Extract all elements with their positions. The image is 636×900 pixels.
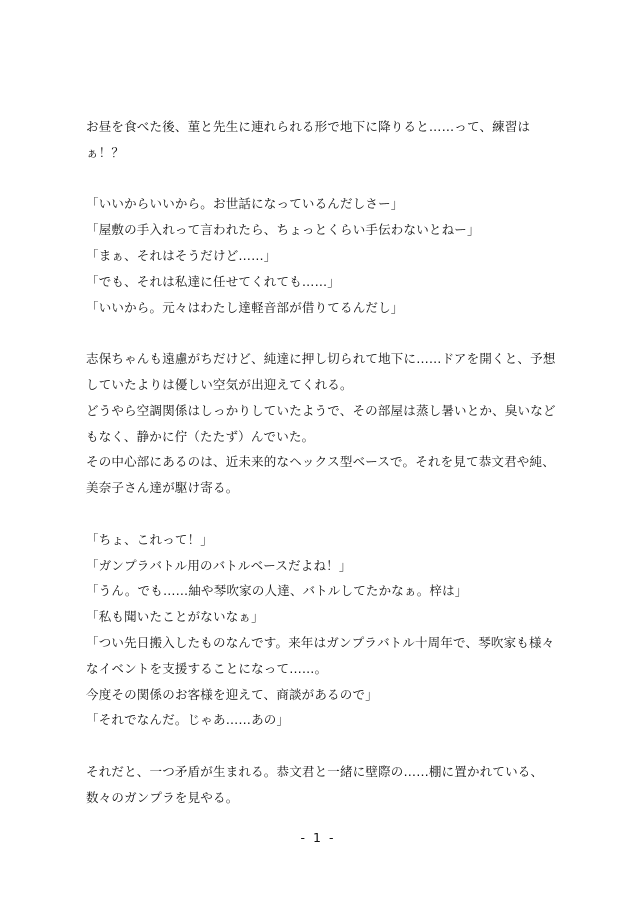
paragraph: どうやら空調関係はしっかりしていたようで、その部屋は蒸し暑いとか、臭いなどもなく、静かに佇（たたず）んでいた。 <box>86 402 556 444</box>
paragraph-gap <box>86 166 556 192</box>
paragraph-gap <box>86 733 556 759</box>
paragraph: 「ちょ、これって！」 <box>86 531 214 547</box>
paragraph-gap <box>86 320 556 346</box>
paragraph: 「私も聞いたことがないなぁ」 <box>86 609 264 625</box>
paragraph: その中心部にあるのは、近未来的なヘックス型ベースで。それを見て恭文君や純、美奈子さん達が駆け寄る。 <box>86 454 555 496</box>
paragraph: 「まぁ、それはそうだけど……」 <box>86 247 277 263</box>
paragraph: 今度その関係のお客様を迎えて、商談があるので」 <box>86 686 378 702</box>
paragraph: 「つい先日搬入したものなんです。来年はガンプラバトル十周年で、琴吹家も様々なイベントを支援することになって……。 <box>86 634 555 676</box>
paragraph: 「屋敷の手入れって言われたら、ちょっとくらい手伝わないとねー」 <box>86 222 480 238</box>
paragraph: 「いいから。元々はわたし達軽音部が借りてるんだし」 <box>86 299 404 315</box>
paragraph: それだと、一つ矛盾が生まれる。恭文君と一緒に壁際の……棚に置かれている、数々のガンプラを見やる。 <box>86 763 544 805</box>
paragraph: お昼を食べた後、菫と先生に連れられる形で地下に降りると……って、練習はぁ！？ <box>86 119 531 160</box>
paragraph: 「でも、それは私達に任せてくれても……」 <box>86 273 341 289</box>
paragraph: 「それでなんだ。じゃあ……あの」 <box>86 712 290 728</box>
body-text <box>86 114 556 811</box>
paragraph: 「ガンプラバトル用のバトルベースだよね！」 <box>86 557 352 573</box>
paragraph: 「うん。でも……紬や琴吹家の人達、バトルしてたかなぁ。梓は」 <box>86 583 468 599</box>
page-number: - 1 - <box>300 830 336 845</box>
paragraph: 「いいからいいから。お世話になっているんだしさー」 <box>86 196 404 212</box>
paragraph: 志保ちゃんも遠慮がちだけど、純達に押し切られて地下に……ドアを開くと、予想していたよりは優しい空気が出迎えてくれる。 <box>86 351 556 392</box>
paragraph-gap <box>86 501 556 527</box>
